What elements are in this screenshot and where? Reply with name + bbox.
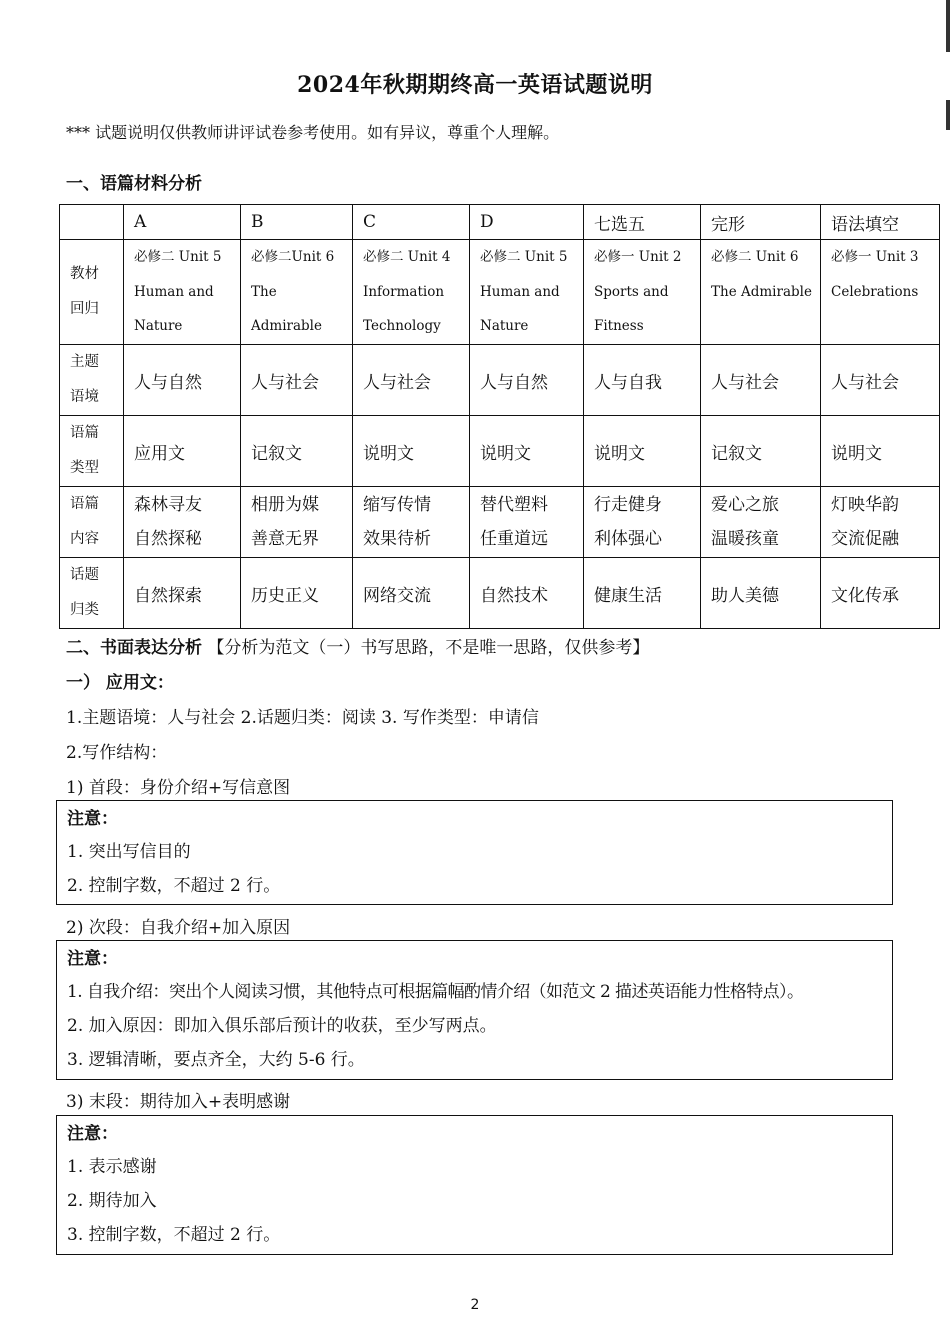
paragraph-1-label: 1) 首段：身份介绍+写信意图 bbox=[66, 778, 291, 798]
table-cell: 自然技术 bbox=[470, 558, 584, 629]
note-item: 2. 期待加入 bbox=[67, 1191, 157, 1211]
table-cell: 必修一 Unit 2 Sports and Fitness bbox=[584, 240, 701, 345]
table-cell: 必修二 Unit 5 Human and Nature bbox=[124, 240, 241, 345]
subsection-title: 一） 应用文： bbox=[66, 673, 174, 693]
note-item: 2. 控制字数，不超过 2 行。 bbox=[67, 876, 281, 896]
note-item: 1. 表示感谢 bbox=[67, 1157, 157, 1177]
section-2-remark: 【分析为范文（一）书写思路，不是唯一思路，仅供参考】 bbox=[202, 638, 650, 658]
note-heading: 注意： bbox=[67, 809, 118, 829]
note-box-2 bbox=[56, 940, 893, 1080]
table-cell: 历史正义 bbox=[241, 558, 353, 629]
table-cell: 助人美德 bbox=[701, 558, 821, 629]
table-cell: 人与社会 bbox=[241, 345, 353, 416]
table-cell: 必修二 Unit 4 Information Technology bbox=[353, 240, 470, 345]
table-row-content bbox=[60, 487, 940, 558]
table-cell: 人与社会 bbox=[821, 345, 940, 416]
note-item: 2. 加入原因：即加入俱乐部后预计的收获，至少写两点。 bbox=[67, 1016, 497, 1036]
note-box-1 bbox=[56, 800, 893, 905]
table-cell: 森林寻友 自然探秘 bbox=[124, 487, 241, 558]
corner-cell bbox=[60, 205, 124, 240]
writing-meta: 1.主题语境：人与社会 2.话题归类：阅读 3. 写作类型：申请信 bbox=[66, 708, 539, 728]
usage-note: *** 试题说明仅供教师讲评试卷参考使用。如有异议，尊重个人理解。 bbox=[66, 123, 560, 142]
table-cell: 说明文 bbox=[353, 416, 470, 487]
paragraph-3-label: 3) 末段：期待加入+表明感谢 bbox=[66, 1092, 291, 1112]
table-cell: 说明文 bbox=[821, 416, 940, 487]
table-cell: 替代塑料 任重道远 bbox=[470, 487, 584, 558]
material-analysis-table bbox=[59, 204, 940, 629]
table-cell: 缩写传情 效果待析 bbox=[353, 487, 470, 558]
table-cell: 必修二 Unit 6 The Admirable bbox=[701, 240, 821, 345]
row-label: 主题 语境 bbox=[60, 345, 124, 416]
table-cell: 行走健身 利体强心 bbox=[584, 487, 701, 558]
page-title: 2024年秋期期终高一英语试题说明 bbox=[297, 72, 653, 98]
row-label: 语篇 类型 bbox=[60, 416, 124, 487]
page-edge-mark bbox=[946, 0, 950, 52]
note-heading: 注意： bbox=[67, 949, 118, 969]
table-header-row bbox=[60, 205, 940, 240]
note-heading: 注意： bbox=[67, 1124, 118, 1144]
table-cell: 记叙文 bbox=[701, 416, 821, 487]
table-row-theme bbox=[60, 345, 940, 416]
table-cell: 人与自我 bbox=[584, 345, 701, 416]
row-label: 话题 归类 bbox=[60, 558, 124, 629]
column-header: 完形 bbox=[701, 205, 821, 240]
table-cell: 网络交流 bbox=[353, 558, 470, 629]
table-cell: 灯映华韵 交流促融 bbox=[821, 487, 940, 558]
column-header: A bbox=[124, 205, 241, 240]
note-item: 1. 自我介绍：突出个人阅读习惯，其他特点可根据篇幅酌情介绍（如范文 2 描述英语能力性格特点）。 bbox=[67, 982, 804, 1002]
table-cell: 必修一 Unit 3 Celebrations bbox=[821, 240, 940, 345]
table-cell: 健康生活 bbox=[584, 558, 701, 629]
table-cell: 爱心之旅 温暖孩童 bbox=[701, 487, 821, 558]
section-2-heading bbox=[66, 633, 649, 658]
note-box-3 bbox=[56, 1115, 893, 1255]
table-cell: 相册为媒 善意无界 bbox=[241, 487, 353, 558]
column-header: C bbox=[353, 205, 470, 240]
table-cell: 人与自然 bbox=[124, 345, 241, 416]
row-label: 语篇 内容 bbox=[60, 487, 124, 558]
structure-title: 2.写作结构： bbox=[66, 743, 168, 763]
paragraph-2-label: 2) 次段：自我介绍+加入原因 bbox=[66, 918, 291, 938]
table-cell: 必修二Unit 6 The Admirable bbox=[241, 240, 353, 345]
table-cell: 自然探索 bbox=[124, 558, 241, 629]
table-row-genre bbox=[60, 416, 940, 487]
note-item: 1. 突出写信目的 bbox=[67, 842, 191, 862]
table-cell: 人与社会 bbox=[701, 345, 821, 416]
column-header: D bbox=[470, 205, 584, 240]
column-header: B bbox=[241, 205, 353, 240]
row-label: 教材 回归 bbox=[60, 240, 124, 345]
section-1-title: 一、语篇材料分析 bbox=[66, 174, 202, 194]
column-header: 七选五 bbox=[584, 205, 701, 240]
note-item: 3. 逻辑清晰，要点齐全，大约 5-6 行。 bbox=[67, 1050, 365, 1070]
table-cell: 人与社会 bbox=[353, 345, 470, 416]
table-cell: 记叙文 bbox=[241, 416, 353, 487]
table-cell: 说明文 bbox=[470, 416, 584, 487]
table-cell: 必修二 Unit 5 Human and Nature bbox=[470, 240, 584, 345]
page-edge-mark bbox=[946, 100, 950, 130]
table-row-textbook bbox=[60, 240, 940, 345]
table-cell: 说明文 bbox=[584, 416, 701, 487]
section-2-title: 二、书面表达分析 bbox=[66, 638, 202, 658]
table-cell: 应用文 bbox=[124, 416, 241, 487]
note-item: 3. 控制字数，不超过 2 行。 bbox=[67, 1225, 281, 1245]
table-cell: 人与自然 bbox=[470, 345, 584, 416]
column-header: 语法填空 bbox=[821, 205, 940, 240]
page-number: 2 bbox=[470, 1297, 480, 1313]
table-row-topic bbox=[60, 558, 940, 629]
table-cell: 文化传承 bbox=[821, 558, 940, 629]
